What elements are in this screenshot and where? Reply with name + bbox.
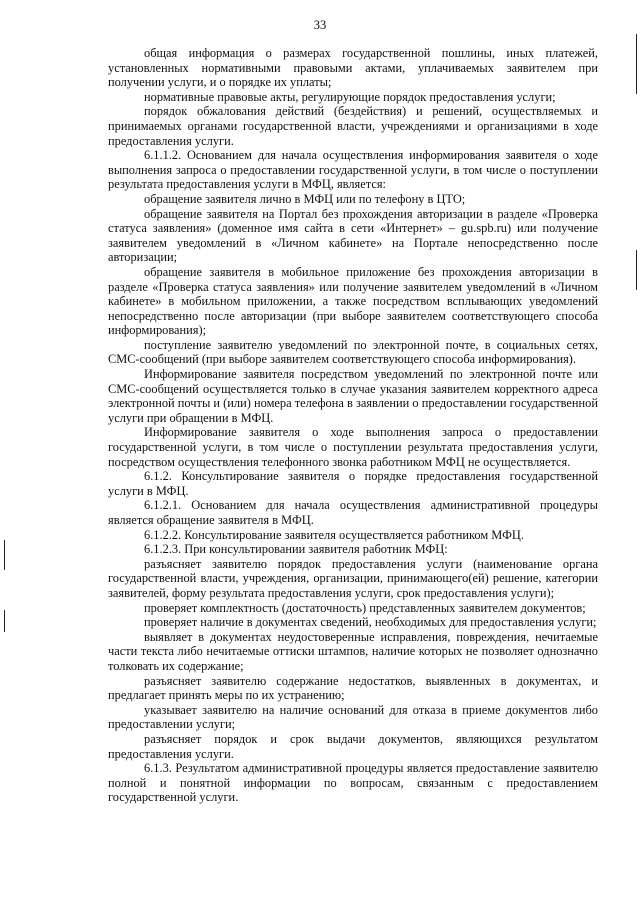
scan-edge-mark-right (636, 250, 637, 290)
scan-edge-mark-left (4, 610, 5, 632)
scan-edge-mark-right (636, 34, 637, 94)
scan-edge-mark-left (4, 540, 5, 570)
paragraph: 6.1.2.3. При консультировании заявителя работник МФЦ: (144, 542, 448, 557)
page-number: 33 (313, 18, 327, 32)
paragraph: обращение заявителя на Портал без прохождения авторизации в разделе «Проверка статуса заявления» (доменное имя сайта в сети «Интернет» – gu.spb.ru) или получение заявителем уведомлений в «Личном кабинете» на Портале непосредственно после авторизации; (108, 206, 598, 265)
paragraph: Информирование заявителя посредством уведомлений по электронной почте или СМС-сообщений осуществляется только в случае указания заявителем корректного адреса электронной почты и (или) номера телефона в заявлении о предоставлении государственной услуги при обращении в МФЦ. (108, 367, 598, 425)
paragraph: 6.1.2.2. Консультирование заявителя осуществляется работником МФЦ. (144, 527, 524, 542)
paragraph: указывает заявителю на наличие оснований для отказа в приеме документов либо предоставлении услуги; (108, 702, 598, 732)
paragraph: поступление заявителю уведомлений по электронной почте, в социальных сетях, СМС-сообщений (при выборе заявителем соответствующего способа информирования). (108, 337, 598, 367)
paragraph: 6.1.2.1. Основанием для начала осуществления административной процедуры является обращение заявителя в МФЦ. (108, 498, 598, 527)
paragraph: нормативные правовые акты, регулирующие порядок предоставления услуги; (144, 89, 556, 104)
paragraph: выявляет в документах неудостоверенные исправления, повреждения, нечитаемые части текста либо нечитаемые оттиски штампов, наличие которых не позволяет однозначно толковать их содержание; (108, 629, 598, 673)
paragraph: 6.1.3. Результатом административной процедуры является предоставление заявителю полной и понятной информации по вопросам, связанным с предоставлением государственной услуги. (108, 761, 598, 805)
paragraph: разъясняет заявителю порядок предоставления услуги (наименование органа государственной власти, учреждения, организации, принимающего(ей) решение, категории заявителей, форму результата предоставления услуги, срок предоставления услуги); (108, 556, 598, 600)
document-body (108, 46, 598, 805)
paragraph: 6.1.1.2. Основанием для начала осуществления информирования заявителя о ходе выполнения запроса о предоставлении государственной услуги, в том числе о поступлении результата предоставления услуги в МФЦ, является: (108, 148, 598, 192)
paragraph: Информирование заявителя о ходе выполнения запроса о предоставлении государственной услуги, в том числе о поступлении результата предоставления услуги, посредством осуществления телефонного звонка работником МФЦ не осуществляется. (108, 425, 598, 469)
paragraph: разъясняет заявителю содержание недостатков, выявленных в документах, и предлагает принять меры по их устранению; (108, 673, 598, 703)
paragraph: общая информация о размерах государственной пошлины, иных платежей, установленных нормативными правовыми актами, уплачиваемых заявителем при получении услуги, и о порядке их уплаты; (108, 46, 598, 90)
paragraph: проверяет наличие в документах сведений, необходимых для предоставления услуги; (144, 615, 597, 630)
paragraph: проверяет комплектность (достаточность) представленных заявителем документов; (144, 600, 586, 615)
paragraph: обращение заявителя лично в МФЦ или по телефону в ЦТО; (144, 191, 466, 206)
paragraph: обращение заявителя в мобильное приложение без прохождения авторизации в разделе «Проверка статуса заявления» или получение заявителем уведомлений в «Личном кабинете» в мобильном приложении, а также посредством всплывающих уведомлений непосредственно после авторизации (при выборе заявителем соответствующего способа информирования); (108, 264, 598, 338)
paragraph: 6.1.2. Консультирование заявителя о порядке предоставления государственной услуги в МФЦ. (108, 469, 598, 498)
paragraph: порядок обжалования действий (бездействия) и решений, осуществляемых и принимаемых органами государственной власти, учреждениями и организациями в ходе предоставления услуги. (108, 104, 598, 148)
paragraph: разъясняет порядок и срок выдачи документов, являющихся результатом предоставления услуги. (108, 731, 598, 761)
